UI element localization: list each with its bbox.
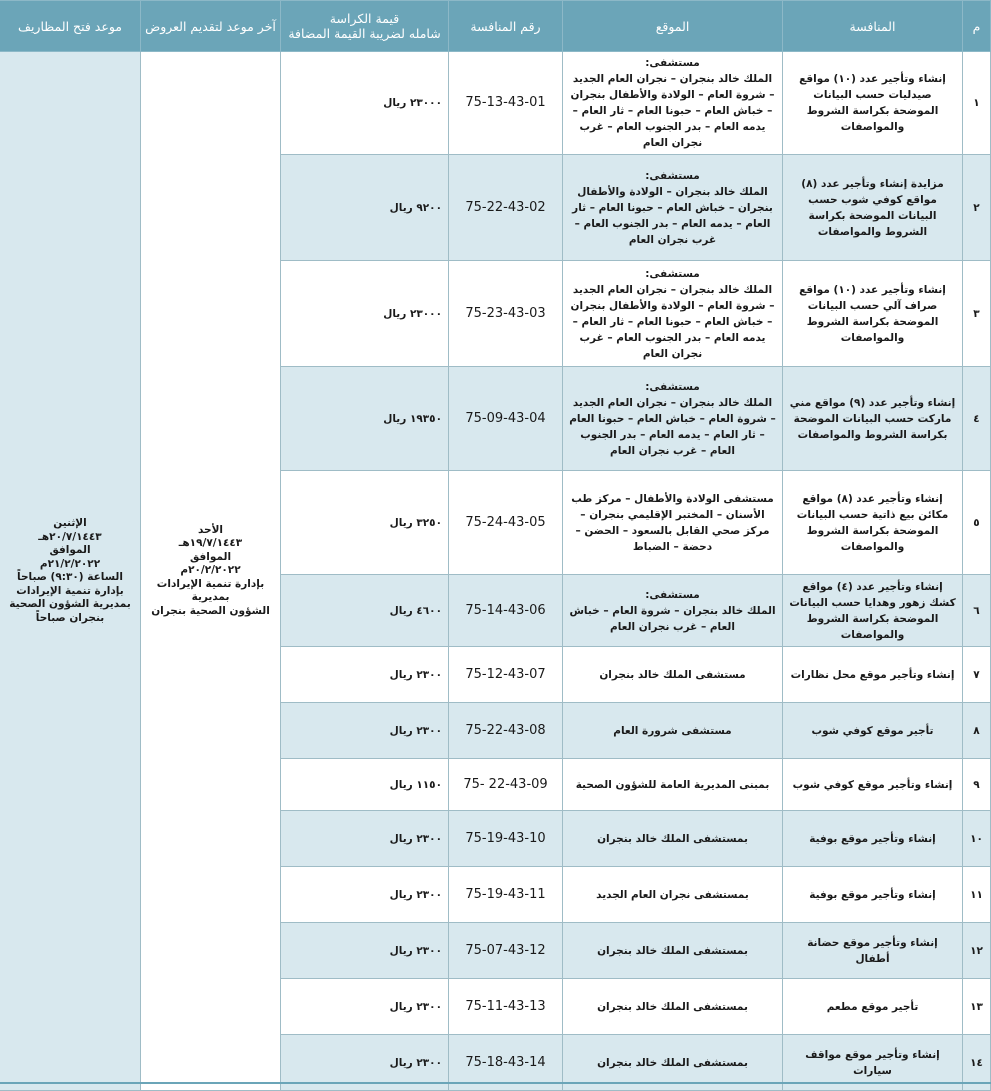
row-number: ٦: [963, 575, 991, 647]
row-number: ٨: [963, 703, 991, 759]
location-cell: [563, 261, 783, 367]
booklet-price: [281, 261, 449, 367]
tender-number: 75-19-43-10: [449, 811, 563, 867]
location-cell: [563, 923, 783, 979]
deadline-cell: [141, 52, 281, 1091]
price-value: ٢٣٠٠ ريال: [389, 1056, 442, 1069]
location-list: الملك خالد بنجران – نجران العام الجديد – شروة العام – الولادة والأطفال بنجران – خباش العام – حبونا العام – ثار العام – يدمه العام – بدر الجنوب العام – غرب نجران العام: [570, 73, 775, 149]
competition-cell: إنشاء وتأجير موقع بوفية: [783, 811, 963, 867]
competition-cell: إنشاء وتأجير موقع بوفية: [783, 867, 963, 923]
location-cell: [563, 367, 783, 471]
deadline-line6: الشؤون الصحية بنجران: [151, 604, 270, 617]
location-cell: [563, 867, 783, 923]
competition-cell: إنشاء وتأجير موقع حضانة أطفال: [783, 923, 963, 979]
price-value: ٩٢٠٠ ريال: [389, 201, 442, 214]
location-list: مستشفى الملك خالد بنجران: [599, 668, 746, 681]
competition-cell: تأجير موقع مطعم: [783, 979, 963, 1035]
opening-line5: الساعة (٩:٣٠) صباحاً: [17, 571, 123, 583]
opening-line7: بمديرية الشؤون الصحية: [9, 598, 131, 610]
deadline-line2: ١٩/٧/١٤٤٣هـ: [178, 537, 243, 550]
price-value: ١١٥٠ ريال: [389, 778, 442, 791]
booklet-price: [281, 759, 449, 811]
location-list: مستشفى الولادة والأطفال – مركز طب الأسنان – المختبر الإقليمي بنجران – مركز صحي القابل بالسعود – الحضن – دحضة – الضباط: [571, 492, 774, 553]
deadline-line5: بإدارة تنمية الإيرادات بمديرية: [156, 577, 265, 604]
opening-line4: ٢١/٢/٢٠٢٢م: [39, 557, 101, 570]
deadline-line3: الموافق: [189, 550, 232, 563]
tender-number: 75-22-43-08: [449, 703, 563, 759]
header-booklet-value-line1: قيمة الكراسة: [329, 11, 400, 26]
header-competition: المنافسة: [783, 1, 963, 52]
tender-number: 75-13-43-01: [449, 52, 563, 155]
row-number: ١٣: [963, 979, 991, 1035]
location-list: بمستشفى الملك خالد بنجران: [597, 1000, 748, 1013]
price-value: ٢٣٠٠٠ ريال: [383, 97, 442, 109]
tender-number: 75-19-43-11: [449, 867, 563, 923]
row-number: ٢: [963, 155, 991, 261]
booklet-price: [281, 703, 449, 759]
tender-number: 75-18-43-14: [449, 1035, 563, 1091]
location-list: مستشفى شرورة العام: [613, 724, 732, 737]
competition-cell: إنشاء وتأجير عدد (٩) مواقع مني ماركت حسب البيانات الموضحة بكراسة الشروط والمواصفات: [783, 367, 963, 471]
location-cell: [563, 703, 783, 759]
price-value: ١٩٣٥٠ ريال: [383, 412, 442, 425]
booklet-price: [281, 647, 449, 703]
row-number: ١٠: [963, 811, 991, 867]
tender-number: 75- 22-43-09: [449, 759, 563, 811]
opening-line8: بنجران صباحاً: [35, 611, 105, 624]
tender-number: 75-22-43-02: [449, 155, 563, 261]
competition-cell: إنشاء وتأجير عدد (٤) مواقع كشك زهور وهدايا حسب البيانات الموضحة بكراسة الشروط والمواصفات: [783, 575, 963, 647]
location-list: بمستشفى الملك خالد بنجران: [597, 944, 748, 957]
price-value: ٤٦٠٠ ريال: [389, 604, 442, 617]
booklet-price: [281, 867, 449, 923]
price-value: ٢٣٠٠ ريال: [389, 1000, 442, 1013]
competition-cell: مزايدة إنشاء وتأجير عدد (٨) مواقع كوفي شوب حسب البيانات الموضحة بكراسة الشروط والمواصفات: [783, 155, 963, 261]
location-cell: [563, 52, 783, 155]
competition-cell: إنشاء وتأجير عدد (١٠) مواقع صيدليات حسب البيانات الموضحة بكراسة الشروط والمواصفات: [783, 52, 963, 155]
price-value: ٣٢٥٠ ريال: [389, 516, 442, 529]
price-value: ٢٣٠٠ ريال: [389, 944, 442, 957]
price-value: ٢٣٠٠ ريال: [389, 724, 442, 737]
booklet-price: [281, 979, 449, 1035]
table-row: [0, 52, 991, 155]
location-cell: [563, 979, 783, 1035]
competition-cell: إنشاء وتأجير عدد (١٠) مواقع صراف آلي حسب البيانات الموضحة بكراسة الشروط والمواصفات: [783, 261, 963, 367]
location-cell: [563, 471, 783, 575]
row-number: ١٤: [963, 1035, 991, 1091]
competition-cell: تأجير موقع كوفي شوب: [783, 703, 963, 759]
tender-number: 75-07-43-12: [449, 923, 563, 979]
row-number: ٣: [963, 261, 991, 367]
location-list: الملك خالد بنجران – شروة العام – خباش العام – غرب نجران العام: [569, 604, 776, 633]
opening-line1: الإثنين: [53, 517, 87, 529]
header-booklet-value-line2: شامله لضريبة القيمة المضافة: [288, 26, 441, 41]
location-cell: [563, 575, 783, 647]
row-number: ١٢: [963, 923, 991, 979]
location-list: بمستشفى الملك خالد بنجران: [597, 832, 748, 845]
competition-cell: إنشاء وتأجير موقع محل نظارات: [783, 647, 963, 703]
location-cell: [563, 155, 783, 261]
opening-cell: [0, 52, 141, 1091]
booklet-price: [281, 811, 449, 867]
location-list: الملك خالد بنجران – نجران العام الجديد – شروة العام – خباش العام – حبونا العام – ثار العام – يدمه العام – بدر الجنوب العام – غرب نجران العام: [569, 396, 776, 457]
location-list: بمستشفى نجران العام الجديد: [596, 888, 749, 901]
row-number: ٥: [963, 471, 991, 575]
row-number: ٤: [963, 367, 991, 471]
competition-cell: إنشاء وتأجير موقع مواقف سيارات: [783, 1035, 963, 1091]
location-list: بمستشفى الملك خالد بنجران: [597, 1056, 748, 1069]
opening-line2: ٢٠/٧/١٤٤٣هـ: [38, 530, 102, 543]
header-tender-number: رقم المنافسة: [449, 1, 563, 52]
booklet-price: [281, 52, 449, 155]
location-list: بمبنى المديرية العامة للشؤون الصحية: [575, 778, 770, 791]
deadline-line1: الأحد: [197, 523, 224, 536]
price-value: ٢٣٠٠ ريال: [389, 888, 442, 901]
row-number: ١١: [963, 867, 991, 923]
header-booklet-value: [281, 1, 449, 52]
header-deadline: آخر موعد لتقديم العروض: [141, 1, 281, 52]
header-opening: موعد فتح المظاريف: [0, 1, 141, 52]
price-value: ٢٣٠٠ ريال: [389, 668, 442, 681]
tender-number: 75-24-43-05: [449, 471, 563, 575]
row-number: ٩: [963, 759, 991, 811]
location-cell: [563, 647, 783, 703]
location-title: مستشفى:: [645, 380, 700, 393]
tender-number: 75-11-43-13: [449, 979, 563, 1035]
tender-number: 75-14-43-06: [449, 575, 563, 647]
price-value: ٢٣٠٠٠ ريال: [383, 307, 442, 320]
booklet-price: [281, 575, 449, 647]
opening-line6: بإدارة تنمية الإيرادات: [16, 584, 124, 597]
booklet-price: [281, 471, 449, 575]
location-list: الملك خالد بنجران – نجران العام الجديد – شروة العام – الولادة والأطفال بنجران – خباش العام – حبونا العام – ثار العام – يدمه العام – بدر الجنوب العام – غرب نجران العام: [570, 283, 775, 360]
table-body: [0, 52, 991, 1091]
price-value: ٢٣٠٠ ريال: [389, 832, 442, 845]
header-no: م: [963, 1, 991, 52]
tender-number: 75-23-43-03: [449, 261, 563, 367]
location-title: مستشفى:: [645, 588, 700, 601]
location-cell: [563, 759, 783, 811]
competition-cell: إنشاء وتأجير عدد (٨) مواقع مكائن بيع ذاتية حسب البيانات الموضحة بكراسة الشروط والمواصفات: [783, 471, 963, 575]
booklet-price: [281, 155, 449, 261]
row-number: ١: [963, 52, 991, 155]
header-location: الموقع: [563, 1, 783, 52]
booklet-price: [281, 923, 449, 979]
tender-number: 75-09-43-04: [449, 367, 563, 471]
location-title: مستشفى:: [645, 169, 700, 182]
location-title: مستشفى:: [645, 57, 700, 69]
booklet-price: [281, 367, 449, 471]
deadline-line4: ٢٠/٢/٢٠٢٢م: [180, 564, 241, 577]
tender-number: 75-12-43-07: [449, 647, 563, 703]
competition-cell: إنشاء وتأجير موقع كوفي شوب: [783, 759, 963, 811]
header-row: [0, 1, 991, 52]
location-list: الملك خالد بنجران – الولادة والأطفال بنجران – خباش العام – حبونا العام – ثار العام – يدمه العام – بدر الجنوب العام – غرب نجران العام: [572, 185, 773, 246]
row-number: ٧: [963, 647, 991, 703]
location-cell: [563, 811, 783, 867]
opening-line3: الموافق: [49, 544, 91, 556]
location-title: مستشفى:: [645, 267, 700, 280]
